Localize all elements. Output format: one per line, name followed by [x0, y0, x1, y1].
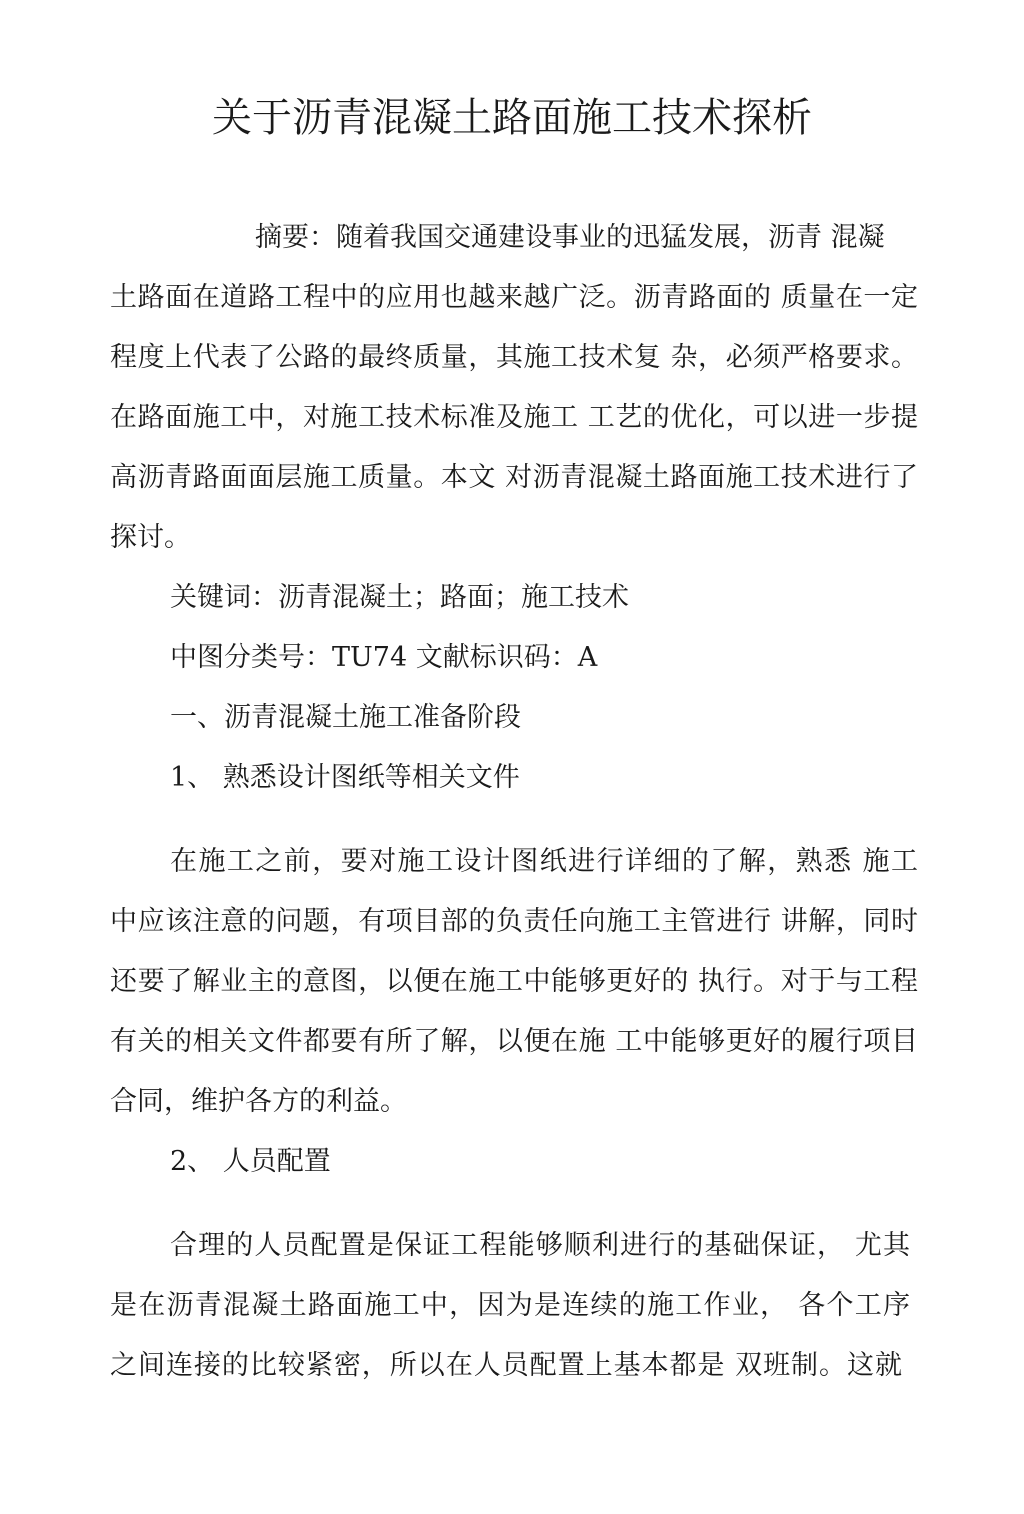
- abstract-line-5: 高沥青路面面层施工质量。本文 对沥青混凝土路面施工技术进行了: [110, 462, 918, 493]
- section-heading-1: 一、沥青混凝土施工准备阶段: [170, 702, 521, 733]
- para2-line-3: 之间连接的比较紧密，所以在人员配置上基本都是 双班制。这就: [110, 1350, 902, 1381]
- para1-line-1: 在施工之前，要对施工设计图纸进行详细的了解，熟悉 施工: [170, 846, 918, 877]
- para1-line-4: 有关的相关文件都要有所了解，以便在施 工中能够更好的履行项目: [110, 1026, 918, 1057]
- subsection-heading-2: 2、 人员配置: [170, 1146, 331, 1177]
- para1-line-3: 还要了解业主的意图，以便在施工中能够更好的 执行。对于与工程: [110, 966, 918, 997]
- document-title: 关于沥青混凝土路面施工技术探析: [212, 95, 812, 141]
- classification: 中图分类号：TU74 文献标识码：A: [170, 642, 598, 673]
- para1-line-5: 合同，维护各方的利益。: [110, 1086, 407, 1117]
- para1-line-2: 中应该注意的问题，有项目部的负责任向施工主管进行 讲解，同时: [110, 906, 918, 937]
- abstract-line-1: 摘要：随着我国交通建设事业的迅猛发展，沥青 混凝: [255, 222, 885, 253]
- abstract-line-4: 在路面施工中，对施工技术标准及施工 工艺的优化，可以进一步提: [110, 402, 918, 433]
- para2-line-2: 是在沥青混凝土路面施工中，因为是连续的施工作业， 各个工序: [110, 1290, 910, 1321]
- keywords: 关键词：沥青混凝土；路面；施工技术: [170, 582, 629, 613]
- para2-line-1: 合理的人员配置是保证工程能够顺利进行的基础保证， 尤其: [170, 1230, 910, 1261]
- abstract-line-6: 探讨。: [110, 522, 191, 553]
- abstract-line-2: 土路面在道路工程中的应用也越来越广泛。沥青路面的 质量在一定: [110, 282, 918, 313]
- subsection-heading-1: 1、 熟悉设计图纸等相关文件: [170, 762, 520, 793]
- abstract-line-3: 程度上代表了公路的最终质量，其施工技术复 杂，必须严格要求。: [110, 342, 918, 373]
